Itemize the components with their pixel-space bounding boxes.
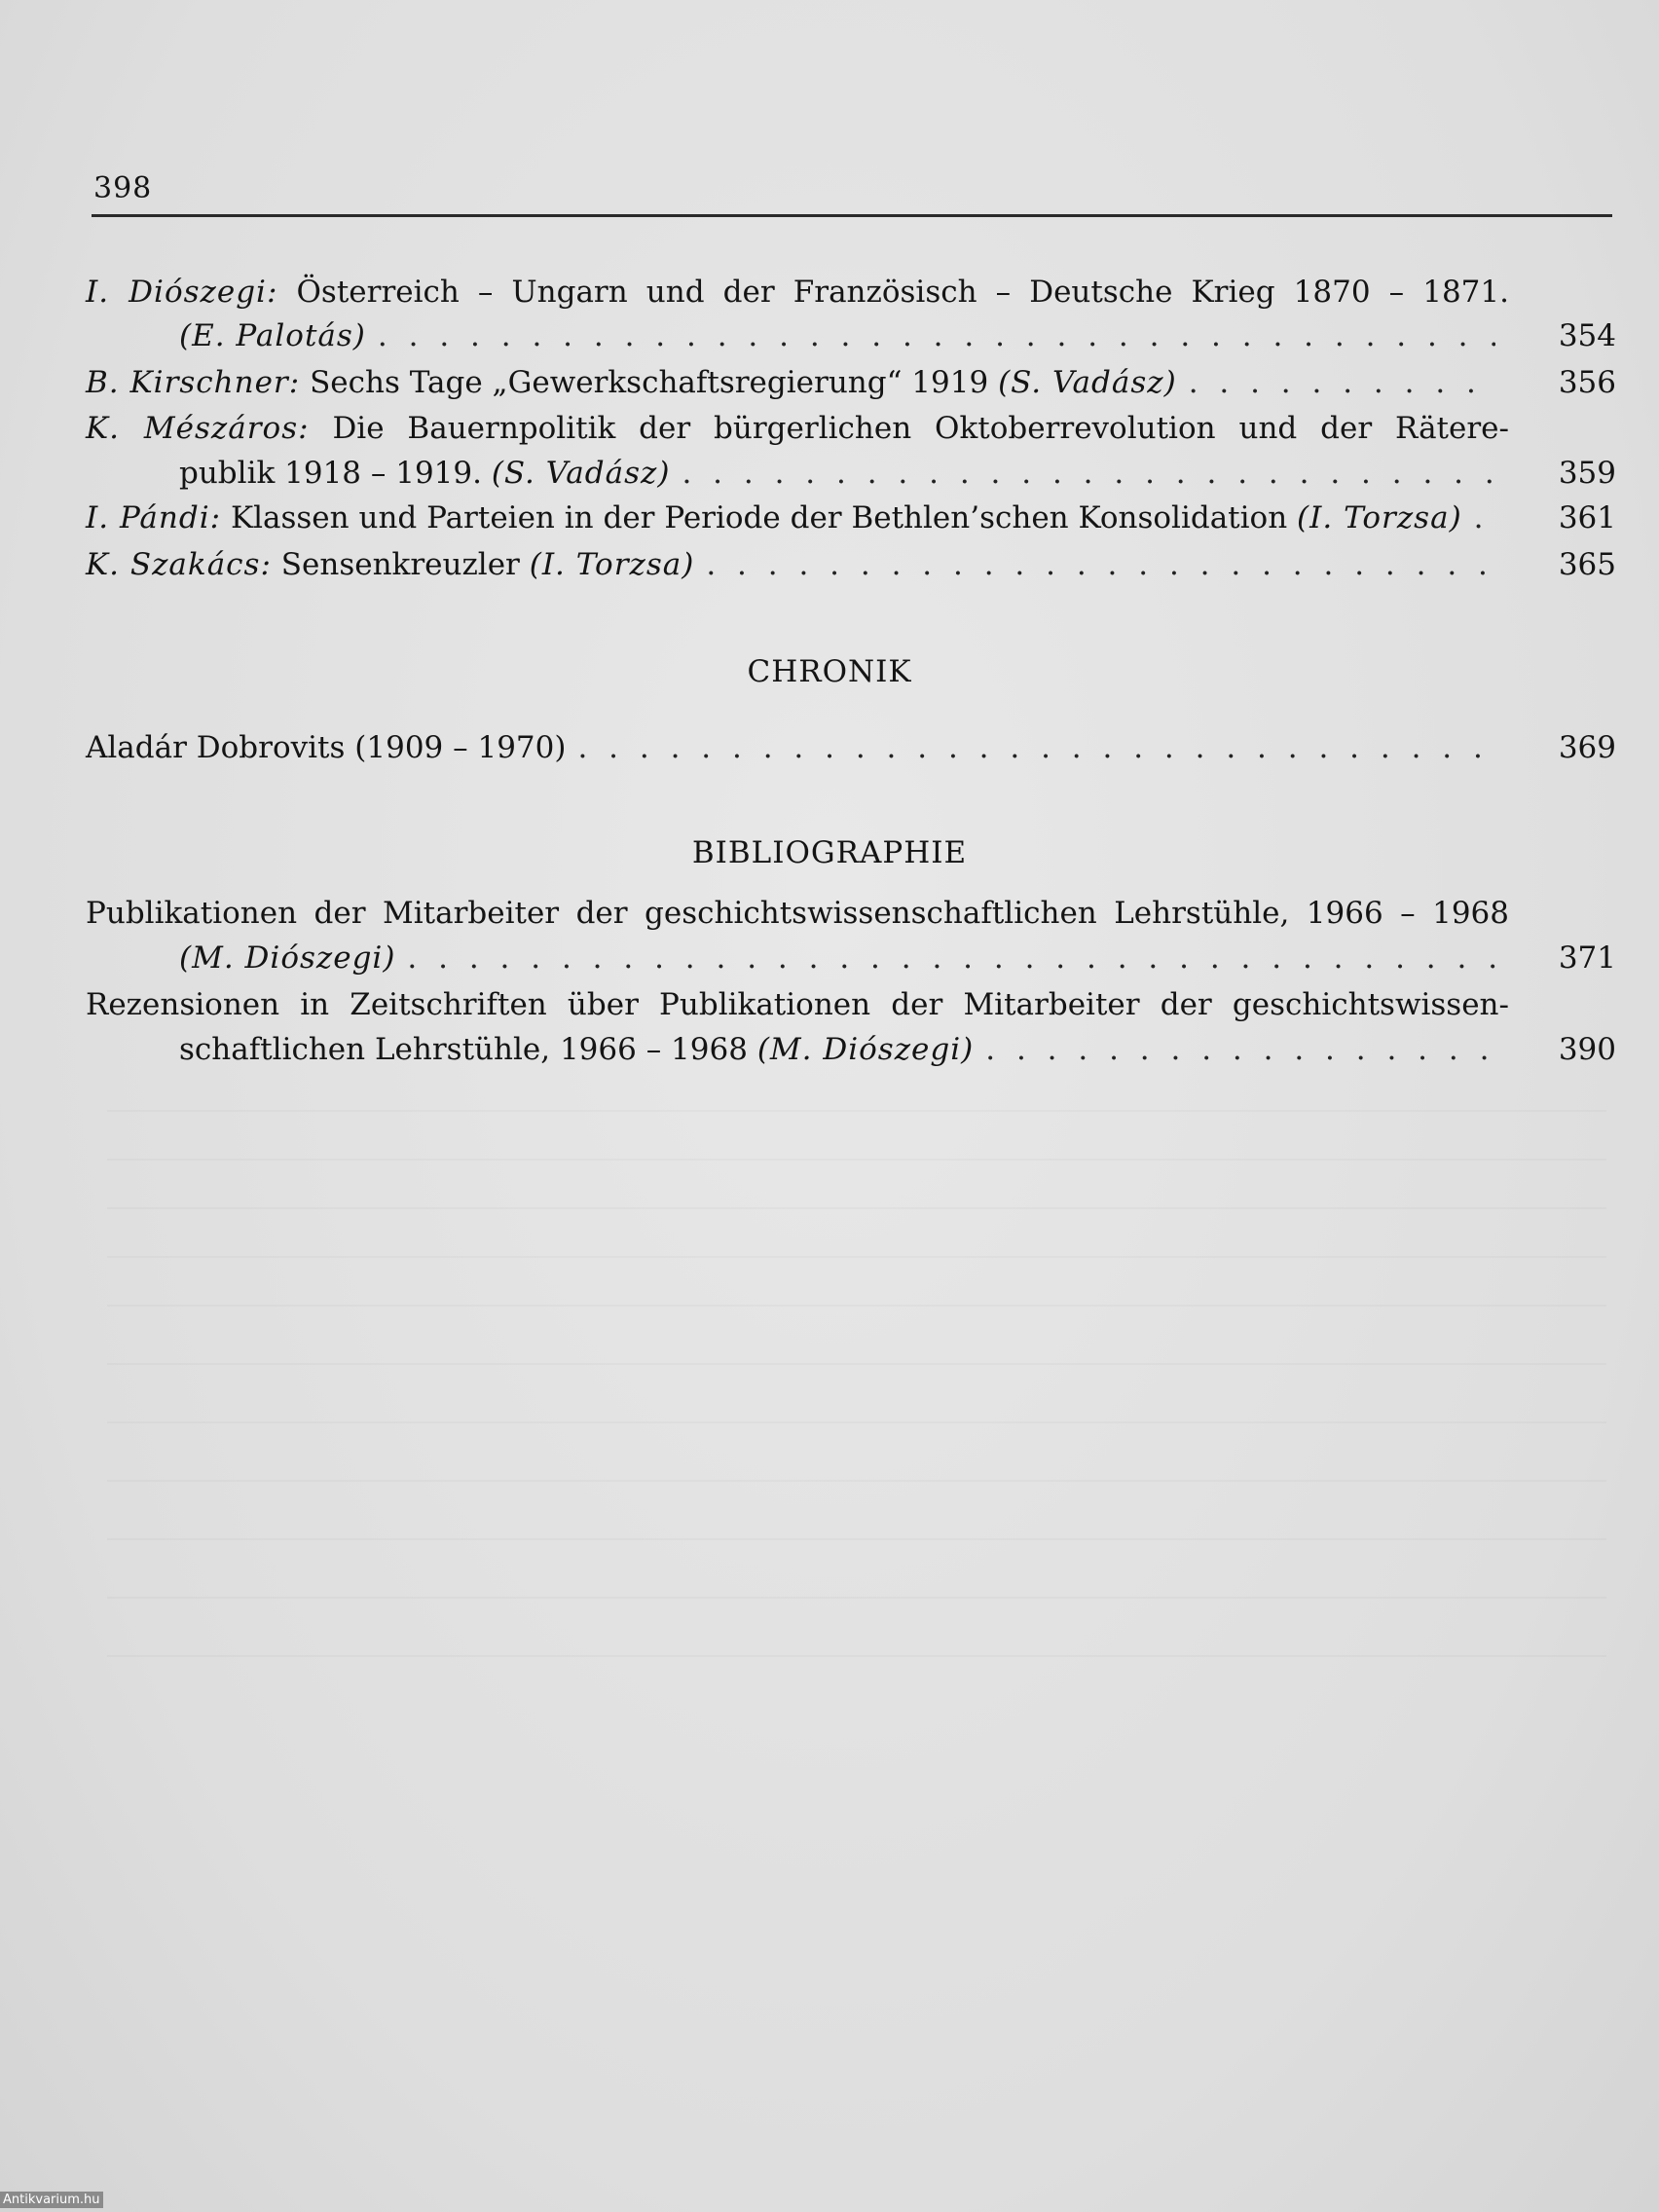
toc-reviewer: (M. Diószegi) xyxy=(756,1032,975,1067)
toc-leader-dots xyxy=(378,316,1495,355)
bleed-through-line xyxy=(107,1363,1606,1365)
toc-page-number: 361 xyxy=(1558,500,1616,535)
toc-leader-dots xyxy=(706,545,1495,584)
bleed-through-line xyxy=(107,1305,1606,1307)
toc-entry-rezensionen-line1 xyxy=(86,985,1509,1024)
toc-title: Klassen und Parteien in der Periode der Bethlen’schen Konsolidation xyxy=(230,500,1288,535)
toc-entry-meszaros-line2 xyxy=(179,454,1616,493)
page-number: 398 xyxy=(93,171,153,205)
toc-page-number: 365 xyxy=(1558,547,1616,582)
toc-reviewer: (M. Diószegi) xyxy=(179,940,396,976)
toc-entry-rezensionen-line2 xyxy=(179,1030,1616,1069)
bleed-through-line xyxy=(107,1421,1606,1423)
toc-author: K. Szakács: xyxy=(86,547,272,582)
toc-page-number: 359 xyxy=(1558,456,1616,491)
toc-author: I. Diószegi: xyxy=(86,275,278,310)
toc-title: Rezensionen in Zeitschriften über Publikationen der Mitarbeiter der geschichtswissen- xyxy=(86,987,1509,1022)
toc-reviewer: (I. Torzsa) xyxy=(1297,500,1462,535)
bleed-through-line xyxy=(107,1655,1606,1657)
toc-leader-dots xyxy=(407,939,1495,977)
toc-page-number: 356 xyxy=(1558,365,1616,400)
toc-entry-dioszegi-line2 xyxy=(179,316,1616,355)
toc-title: Österreich – Ungarn und der Französisch – Deutsche Krieg 1870 – 1871. xyxy=(296,275,1509,310)
bleed-through-line xyxy=(107,1597,1606,1599)
toc-entry-szakacs xyxy=(86,545,1616,584)
toc-entry-publikationen-line1 xyxy=(86,894,1509,933)
toc-entry-meszaros-line1 xyxy=(86,409,1509,448)
toc-entry-publikationen-line2 xyxy=(179,939,1616,977)
bleed-through-line xyxy=(107,1538,1606,1540)
toc-reviewer: (S. Vadász) xyxy=(998,365,1177,400)
toc-title: Aladár Dobrovits (1909 – 1970) xyxy=(86,730,567,765)
toc-title: Sensenkreuzler xyxy=(280,547,520,582)
header-rule xyxy=(92,214,1612,217)
toc-title: Die Bauernpolitik der bürgerlichen Oktoberrevolution und der Rätere- xyxy=(332,411,1510,446)
toc-leader-dots xyxy=(1189,363,1495,402)
toc-title-continued: schaftlichen Lehrstühle, 1966 – 1968 xyxy=(179,1032,748,1067)
toc-reviewer: (I. Torzsa) xyxy=(529,547,695,582)
toc-reviewer: (E. Palotás) xyxy=(179,318,366,353)
watermark: Antikvarium.hu xyxy=(0,2192,103,2208)
bleed-through-line xyxy=(107,1159,1606,1161)
toc-entry-pandi xyxy=(86,498,1616,537)
toc-page-number: 369 xyxy=(1558,730,1616,765)
toc-author: B. Kirschner: xyxy=(86,365,301,400)
toc-page-number: 354 xyxy=(1558,318,1616,353)
toc-title: Sechs Tage „Gewerkschaftsregierung“ 1919 xyxy=(310,365,989,400)
bleed-through-line xyxy=(107,1480,1606,1482)
toc-title-continued: publik 1918 – 1919. xyxy=(179,456,482,491)
toc-entry-kirschner xyxy=(86,363,1616,402)
toc-page-number: 371 xyxy=(1558,940,1616,976)
toc-leader-dots xyxy=(682,454,1495,493)
toc-entry-dioszegi-line1 xyxy=(86,273,1509,312)
toc-reviewer: (S. Vadász) xyxy=(491,456,671,491)
bleed-through-line xyxy=(107,1110,1606,1112)
toc-leader-dots xyxy=(577,728,1495,767)
toc-entry-dobrovits xyxy=(86,728,1616,767)
toc-leader-dots xyxy=(1474,498,1495,537)
bleed-through-line xyxy=(107,1256,1606,1258)
toc-leader-dots xyxy=(985,1030,1495,1069)
bleed-through-line xyxy=(107,1207,1606,1209)
toc-title: Publikationen der Mitarbeiter der geschichtswissenschaftlichen Lehrstühle, 1966 – 1968 xyxy=(86,896,1509,931)
toc-author: I. Pándi: xyxy=(86,500,222,535)
toc-author: K. Mészáros: xyxy=(86,411,310,446)
section-heading-bibliographie: BIBLIOGRAPHIE xyxy=(691,835,968,870)
toc-page-number: 390 xyxy=(1558,1032,1616,1067)
section-heading-chronik: CHRONIK xyxy=(747,654,912,689)
